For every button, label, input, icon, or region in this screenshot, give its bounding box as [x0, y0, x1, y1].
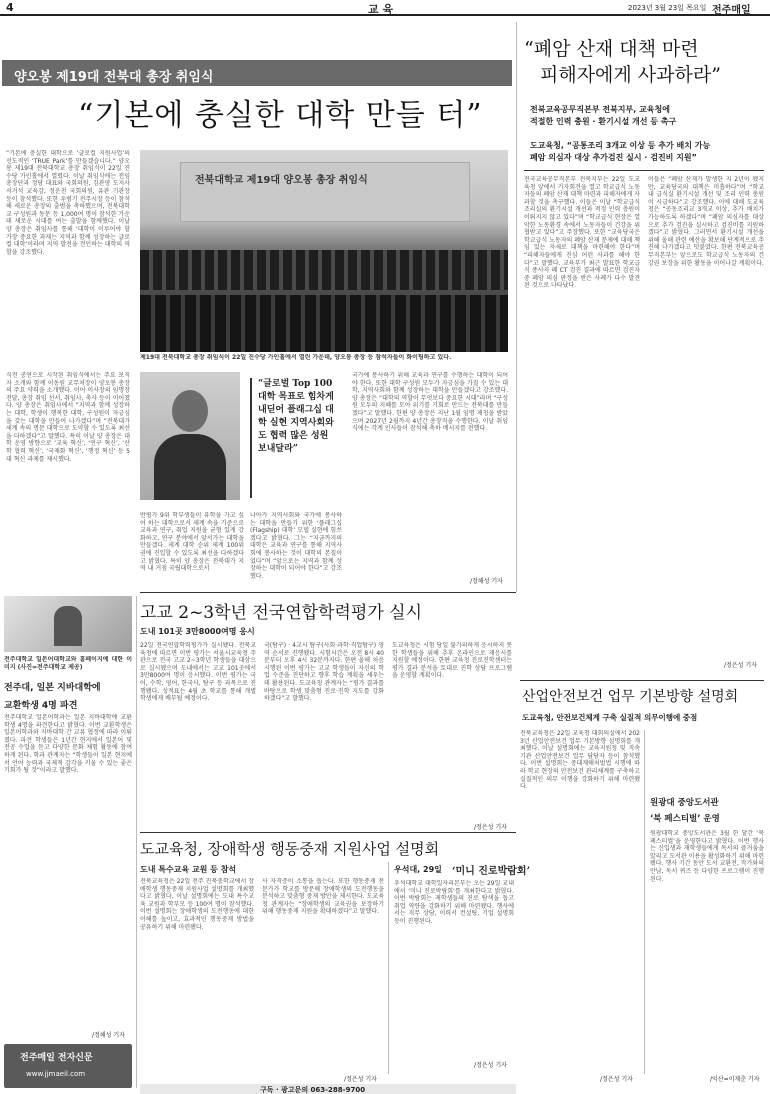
sidebar-photo-caption: 전주대학교 일본어대학교와 홈페이지에 대한 이미지 (사진=전주대학교 제공) [4, 656, 132, 671]
article5-body: 전북교육청은 22일 교육청 대회의실에서 2023년 산업안전보건 업무 기본방향 설명회를 개최했다. 이날 설명회에는 교육지원청 및 직속기관 산업안전보건 업무 담당자 등이 참석했다. 이번 설명회는 중대재해처벌법 시행에 따라 학교 현장의 안전보건 관리체계를 구축하고 실질적인 의무 이행을 강화하기 위해 마련됐다. [520, 730, 640, 791]
epaper-ad[interactable] [4, 1044, 132, 1088]
column-divider [516, 22, 517, 592]
article2-rule [524, 170, 764, 171]
subhead2-line2: 폐암 의심자 대상 추가검진 실시 · 검진비 지원” [530, 153, 697, 162]
article4-headline: 도교육청, 장애학생 행동중재 지원사업 설명회 [140, 840, 440, 858]
article5-headline: 산업안전보건 업무 기본방향 설명회 [522, 689, 739, 705]
photo-figure [54, 606, 82, 646]
article5-byline: /정은성 기자 [600, 1076, 633, 1083]
right-sidebar-subtitle: ‘북 페스티벌’ 운영 [650, 814, 720, 824]
issue-date: 2023년 3월 23일 목요일 [628, 4, 707, 12]
sidebar-photo [4, 596, 132, 652]
article2-headline-line2: 피해자에게 사과하라” [540, 64, 721, 86]
article3-body-col3: 도교육청은 시험 당일 불가피하게 응시하지 못한 학생들을 위해 추후 온라인으로 재응시를 지원할 예정이다. 한편 교육청 진로진학센터는 평가 결과 분석을 토대로 진학 상담 프로그램을 운영할 계획이다. [392, 642, 512, 680]
president-portrait [140, 372, 240, 500]
article-body-col5: 국가에 봉사하기 위해 교육과 연구를 수행하는 대학이 되어야 한다. 또한 대학 구성원 모두가 자긍심을 가질 수 있는 대학, 지역사회와 함께 성장하는 대학을 만들겠다고 강조했다. 양 총장은 “대학의 역할이 무엇보다 중요한 시대”라며 “구성원 모두의 지혜를 모아 위기를 기회로 만드는 전북대를 만들겠다”고 말했다. 한편 양 총장은 지난 1월 임명 제청을 받았으며 2027년 2월까지 4년간 총장직을 수행한다. 이날 취임식에는 각계 인사들이 참석해 축하 메시지를 전했다. [352, 372, 508, 433]
subscribe-bar [140, 1084, 516, 1094]
article2-headline-line1: “폐암 산재 대책 마련 [524, 38, 699, 60]
article2-subhead [530, 104, 764, 128]
article3-subhead: 도내 101곳 3만8000여명 응시 [140, 627, 255, 636]
page-number: 4 [6, 1, 14, 14]
sidebar-subtitle: 교환학생 4명 파견 [4, 701, 78, 711]
right-sidebar-title: 원광대 중앙도서관 [650, 798, 719, 808]
article6-divider [388, 862, 389, 1074]
article-body-col4: 나아가 지역사회와 국가에 봉사하는 대학을 만들기 위한 ‘플래그십 (Flagship) 대학’ 모델 실현에 힘쓰겠다고 밝혔다. 그는 “지금까지의 대학은 교육과 연구를 통해 지역사회에 봉사하는 것이 대학의 본질이었다”며 “앞으로는 지역과 함께 성장하는 대학이 되어야 한다”고 강조했다. [250, 512, 342, 580]
quote-text: “글로벌 Top 100 대학 목표로 힘차게 내딛어 플래그십 대학 실현 지역사회와도 협력 많은 성원 보내달라” [258, 379, 334, 454]
ad-title: 전주매일 전자신문 [20, 1053, 93, 1063]
ad-url[interactable]: www.jjmaeil.com [26, 1070, 86, 1078]
section-rule [140, 592, 516, 593]
article2-body-col2: 이들은 “폐암 산재가 발생한 지 2년이 됐지만, 교육당국의 대책은 미흡하다”며 “학교 내 급식실 환기시설 개선 및 조리 인력 충원이 시급하다”고 강조했다. 이에 대해 도교육청은 “공동조리교 3개교 이상, 추가 배치가 가능하도록 하겠다”며 “폐암 의심자를 대상으로 추가 검진을 실시하고 검진비를 지원하겠다”고 밝혔다. 그러면서 환기시설 개선을 위해 올해 관련 예산을 확보해 단계적으로 추진해 나가겠다고 덧붙였다. 한편 전북교육공무직본부는 앞으로도 학교급식 노동자의 건강권 보장을 위한 활동을 이어나갈 계획이다. [648, 176, 764, 267]
section-title: 교 육 [368, 3, 394, 16]
right-sidebar-byline: /익산=이재춘 기자 [710, 1076, 760, 1083]
article3-body-col1: 22일 전국연합학력평가가 실시됐다. 전북교육청에 따르면 이번 평가는 서울시교육청 주관으로 전국 고교 2~3학년 학생들을 대상으로 실시됐으며 도내에서는 고교 101곳에서 3만8000여 명이 응시했다. 이번 평가는 국어, 수학, 영어, 한국사, 탐구 등 과목으로 진행됐다. 성적표는 4월 초 학교를 통해 개별 학생에게 배부될 예정이다. [140, 642, 256, 703]
article5-subhead: 도교육청, 안전보건체계 구축 실질적 의무이행에 중점 [522, 713, 698, 722]
article2-body-col1: 전국교육공무직본부 전북지부는 22일 도교육청 앞에서 기자회견을 열고 학교급식 노동자들의 폐암 산재 대책 마련과 피해자에게 사과할 것을 촉구했다. 이들은 이날 “학교급식 조리실의 환기시설 개선과 적정 인력 충원이 이뤄지지 않고 있다”며 “학교급식 현장은 열악한 노동환경 속에서 노동자들이 건강을 위협받고 있다”고 주장했다. 또한 “교육당국은 학교급식 노동자의 폐암 산재 문제에 대해 책임 있는 자세로 대책을 마련해야 한다”며 “피해자들에게 진심 어린 사과를 해야 한다”고 말했다. 교육부가 최근 발표한 학교급식 종사자 폐 CT 검진 결과에 따르면 검진자 중 폐암 의심 판정을 받은 사례가 다수 발견된 것으로 나타났다. [524, 176, 640, 290]
article-body-col1: “기본에 충실한 대학으로 ‘글로컬 지원사업’의 선도적인 ‘TRUE Park’를 만들겠습니다.” 양오봉 제19대 전북대학교 총장 취임식이 22일 진수당 가인홀에서 열렸다. 이날 취임식에는 전임 총장단과 정당 대표와 국회의원, 김관영 도지사 서거석 교육감, 정운천 국회의원, 유관 기관장 등이 참석했다. 또한 우범기 전주시장 등이 참석해 새로운 총장의 출범을 축하했으며, 전북대학교 구성원과 동문 등 1,000여 명이 참석한 가운데 새로운 시대를 여는 출발을 함께했다. 이날 양 총장은 취임사를 통해 ‘대학이 이루어야 할 가장 중요한 과제는 지역과 함께 성장하는 글로컬 대학’이라며 지역 발전을 견인하는 대학의 역할을 강조했다. [6, 150, 130, 256]
article-headline: “기본에 충실한 대학 만들 터” [78, 98, 483, 133]
article3-body-col2: 국(탐구) · 4교시 탐구(사회·과학·직업탐구) 영역 순서로 진행됐다. 시험시간은 오전 8시 40분부터 오후 4시 32분까지다. 한편 올해 처음 시행된 이번 평가는 고교 학생들이 자신의 학업 수준을 진단하고 향후 학습 계획을 세우는 데 활용된다. 도교육청 관계자는 “평가 결과를 바탕으로 학생 맞춤형 진로·진학 지도를 강화하겠다”고 말했다. [264, 642, 384, 703]
pull-quote [250, 378, 340, 498]
sidebar-body: 전주대학교 일본어학과는 일본 지바대학에 교환학생 4명을 파견한다고 밝혔다. 이번 교환학생은 일본어학과와 지바대학 간 교류 협정에 따라 이뤄졌다. 파견 학생들은 1년간 현지에서 일본어 및 전공 수업을 듣고 다양한 문화 체험 활동에 참여하게 된다. 학과 관계자는 “학생들이 일본 현지에서 언어 능력과 국제적 감각을 키울 수 있는 좋은 기회가 될 것”이라고 말했다. [4, 714, 132, 775]
article6-body: 우석대학교 대학일자리본부는 오는 29일 교내에서 ‘미니 진로박람회’를 개최한다고 밝혔다. 이번 박람회는 재학생들의 진로 탐색을 돕고 취업 역량을 강화하기 위해 마련됐다. 행사에서는 직무 상담, 이력서 컨설팅, 기업 설명회 등이 진행된다. [394, 880, 514, 925]
article2-byline: /정은성 기자 [724, 662, 757, 669]
subhead-line2: 적절한 인력 충원 · 환기시설 개선 등 촉구 [530, 117, 677, 126]
portrait-head [172, 390, 208, 432]
article-body-col1b: 식전 공연으로 시작된 취임식에서는 주요 보직자 소개와 함께 이동원 교무처장이 양오봉 총장의 주요 약력을 소개했다. 이어 이사장의 임명장 전달, 총장 취임 선서, 취임사, 축사 등이 이어졌다. 양 총장은 취임사에서 “지역과 함께 성장하는 대학, 학생이 행복한 대학, 구성원이 자긍심을 갖는 대학을 만들어 나가겠다”며 “전북대가 세계 속의 명문 대학으로 도약할 수 있도록 최선을 다하겠다”고 말했다. 특히 이날 양 총장은 대학 운영 방향으로 ‘교육 혁신’, ‘연구 혁신’, ‘산학 협력 혁신’, ‘국제화 혁신’, ‘행정 혁신’ 등 5대 혁신 과제를 제시했다. [6, 372, 130, 463]
article3-byline: /정은성 기자 [474, 824, 507, 831]
right-sidebar-body: 원광대학교 중앙도서관은 3월 한 달간 ‘북 페스티벌’을 운영한다고 밝혔다. 이번 행사는 신입생과 재학생들에게 독서의 즐거움을 알리고 도서관 이용을 활성화하기 위해 마련됐다. 행사 기간 동안 도서 교환전, 작가와의 만남, 독서 퀴즈 등 다양한 프로그램이 진행된다. [650, 830, 764, 883]
article4-rule [140, 832, 516, 833]
subscribe-text: 구독 · 광고문의 063-288-9700 [260, 1086, 366, 1094]
crowd-row-front [140, 295, 508, 352]
article4-body-col1: 전북교육청은 22일 전주 진북중학교에서 장애학생 행동중재 지원사업 설명회를 개최했다고 밝혔다. 이날 설명회에는 도내 특수교육 교원과 학부모 등 100여 명이 참석했다. 이번 설명회는 장애학생의 도전행동에 대한 이해를 높이고, 효과적인 행동중재 방법을 공유하기 위해 마련됐다. [140, 878, 254, 931]
article6-byline: /정은성 기자 [474, 1062, 507, 1069]
portrait-body [154, 434, 226, 500]
article5-rule [520, 680, 764, 681]
article6-headline: ‘미니 진로박람회’ [452, 866, 531, 877]
article4-body-col2: 사 자격증이 소통을 돕는다. 또한 행동중재 전문가가 학교를 방문해 장애학생의 도전행동을 분석하고 맞춤형 중재 방안을 제시한다. 도교육청 관계자는 “장애학생의 교육권을 보장하기 위해 행동중재 지원을 확대하겠다”고 말했다. [262, 878, 384, 916]
article-body-col3: 반평가 9위 학부생들이 유학을 가고 싶어 하는 대학으로서 세계 속을 기준으로 교육과 연구, 취업 지원을 균형 있게 강화하고, 연구 분야에서 앞서가는 대학을 만들겠다. 세계 대학 순위 세계 100위권에 진입할 수 있도록 최선을 다하겠다고 밝혔다. 특히 양 총장은 전북대가 지역 내 거점 국립대학으로서 [140, 512, 244, 573]
article2-subhead2 [530, 140, 764, 164]
subhead-line1: 전북교육공무직본부 전북지부, 교육청에 [530, 105, 670, 114]
banner-text: 전북대학교 제19대 양오봉 총장 취임식 [195, 175, 368, 186]
article6-kicker: 우석대, 29일 [394, 865, 442, 874]
sidebar-byline: /정해성 기자 [92, 1032, 125, 1039]
article-byline: /정해성 기자 [470, 578, 503, 585]
article-kicker [2, 60, 512, 86]
page-header [0, 0, 770, 16]
sidebar-title: 전주대, 일본 지바대학에 [4, 683, 101, 693]
article4-byline: /정은성 기자 [344, 1076, 377, 1083]
paper-name: 전주매일 [712, 5, 751, 16]
crowd-row-back [140, 250, 508, 290]
left-column-divider [136, 596, 137, 1088]
subhead2-line1: 도교육청, “공통조리 3개교 이상 등 추가 배치 가능 [530, 141, 711, 150]
right-sidebar-divider [644, 730, 645, 1074]
photo-caption: 제19대 전북대학교 총장 취임식이 22일 진수당 가인홀에서 열린 가운데, 양오봉 총장 등 참석자들이 화이팅하고 있다. [140, 354, 452, 361]
article3-headline: 고교 2~3학년 전국연합학력평가 실시 [140, 603, 422, 623]
ceremony-photo [140, 150, 508, 352]
stage-banner [180, 162, 470, 222]
article4-subhead: 도내 특수교육 교원 등 참석 [140, 865, 237, 874]
kicker-text: 양오봉 제19대 전북대 총장 취임식 [14, 70, 214, 85]
